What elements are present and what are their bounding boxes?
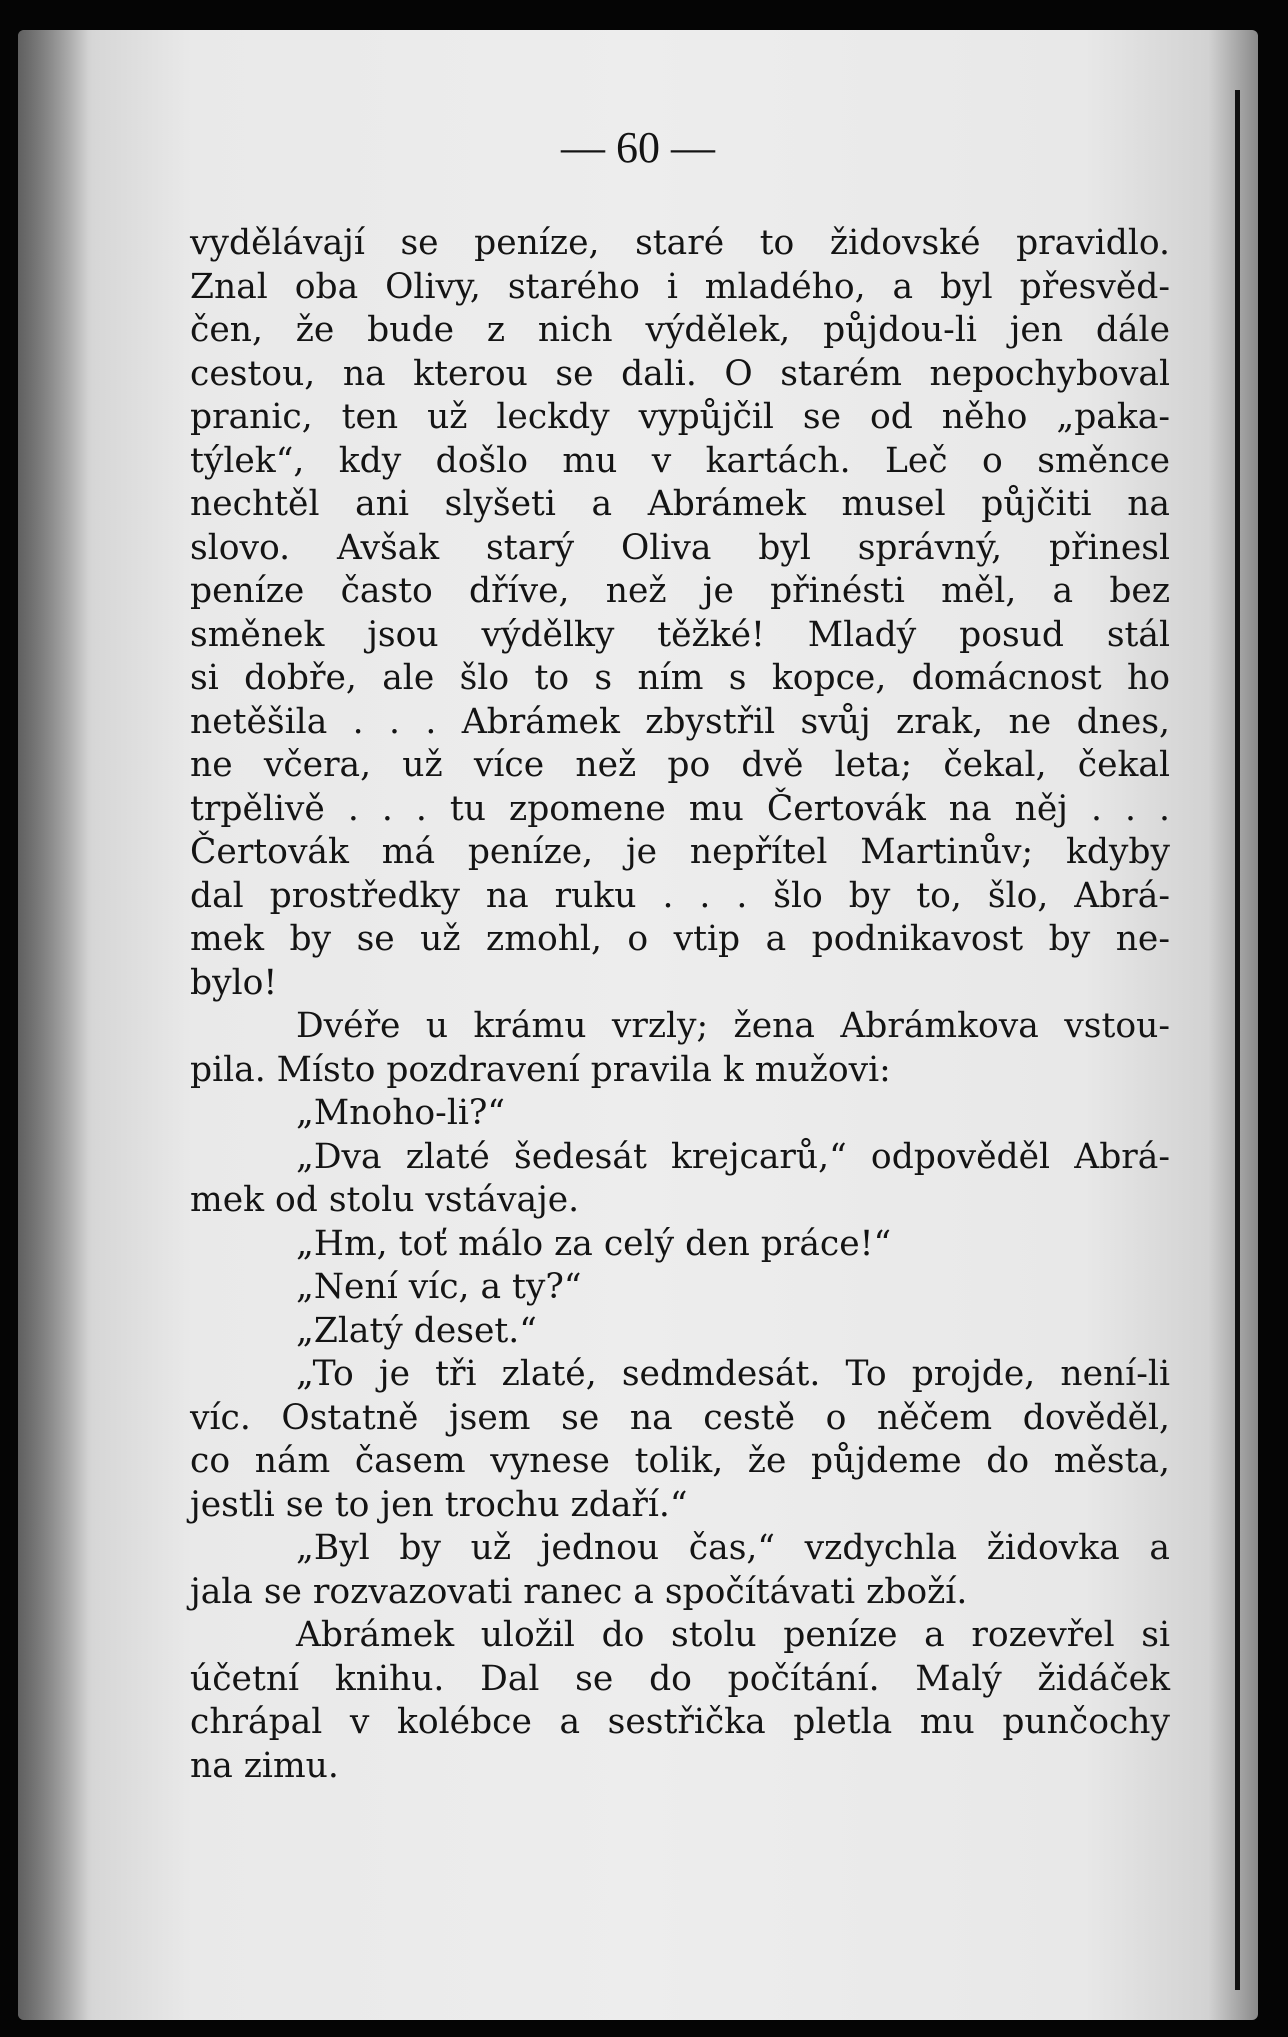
text-line: „Zlatý deset.“: [296, 1310, 537, 1351]
body-text: [190, 222, 1170, 1788]
text-line: vydělávají se peníze, staré to židovské pravidlo.: [190, 223, 1170, 263]
text-line: netěšila . . . Abrámek zbystřil svůj zrak, ne dnes,: [190, 701, 1170, 742]
text-line: co nám časem vynese tolik, že půjdeme do města,: [190, 1441, 1170, 1481]
text-line: ne včera, už více než po dvě leta; čekal, čekal: [190, 745, 1170, 785]
text-line: peníze často dříve, než je přinésti měl, a bez: [190, 571, 1170, 611]
text-line: „Hm, toť málo za celý den práce!“: [296, 1223, 892, 1264]
text-line: účetní knihu. Dal se do počítání. Malý židáček: [190, 1658, 1170, 1699]
text-line: směnek jsou výdělky těžké! Mladý posud stál: [190, 614, 1170, 655]
text-line: Čertovák má peníze, je nepřítel Martinův; kdyby: [190, 832, 1170, 872]
text-line: bylo!: [190, 962, 278, 1003]
text-line: si dobře, ale šlo to s ním s kopce, domácnost ho: [190, 658, 1170, 698]
text-line: čen, že bude z nich výdělek, půjdou-li jen dále: [190, 310, 1170, 350]
text-line: na zimu.: [190, 1745, 339, 1786]
page-number: — 60 —: [561, 123, 715, 172]
text-line: „Není víc, a ty?“: [296, 1267, 582, 1307]
text-line: nechtěl ani slyšeti a Abrámek musel půjčiti na: [190, 484, 1170, 524]
text-line: slovo. Avšak starý Oliva byl správný, přinesl: [190, 527, 1170, 568]
text-line: „Dva zlaté šedesát krejcarů,“ odpověděl Abrá-: [296, 1136, 1170, 1177]
text-line: týlek“, kdy došlo mu v kartách. Leč o směnce: [190, 440, 1170, 481]
text-line: mek od stolu vstávaje.: [190, 1180, 580, 1220]
page-right-edge: [1235, 90, 1240, 1990]
text-line: víc. Ostatně jsem se na cestě o něčem dověděl,: [190, 1397, 1170, 1438]
text-line: chrápal v kolébce a sestřička pletla mu punčochy: [190, 1702, 1170, 1742]
text-line: „To je tři zlaté, sedmdesát. To projde, není-li: [296, 1354, 1170, 1394]
text-line: jestli se to jen trochu zdaří.“: [190, 1484, 688, 1525]
text-line: Dvéře u krámu vrzly; žena Abrámkova vstou-: [296, 1006, 1170, 1046]
text-line: pila. Místo pozdravení pravila k mužovi:: [190, 1049, 891, 1090]
text-line: mek by se už zmohl, o vtip a podnikavost by ne-: [190, 919, 1170, 959]
text-line: Znal oba Olivy, starého i mladého, a byl přesvěd-: [190, 266, 1170, 307]
text-line: Abrámek uložil do stolu peníze a rozevřel si: [296, 1615, 1170, 1655]
text-line: trpělivě . . . tu zpomene mu Čertovák na něj . . .: [190, 788, 1170, 829]
text-line: cestou, na kterou se dali. O starém nepochyboval: [190, 353, 1170, 394]
text-line: pranic, ten už leckdy vypůjčil se od něho „paka-: [190, 397, 1170, 437]
text-line: „Byl by už jednou čas,“ vzdychla židovka a: [296, 1528, 1170, 1568]
page-edge-shadow: [18, 30, 88, 2020]
text-line: „Mnoho-li?“: [296, 1093, 506, 1133]
text-line: dal prostředky na ruku . . . šlo by to, šlo, Abrá-: [190, 875, 1170, 916]
text-line: jala se rozvazovati ranec a spočítávati zboží.: [190, 1571, 968, 1612]
